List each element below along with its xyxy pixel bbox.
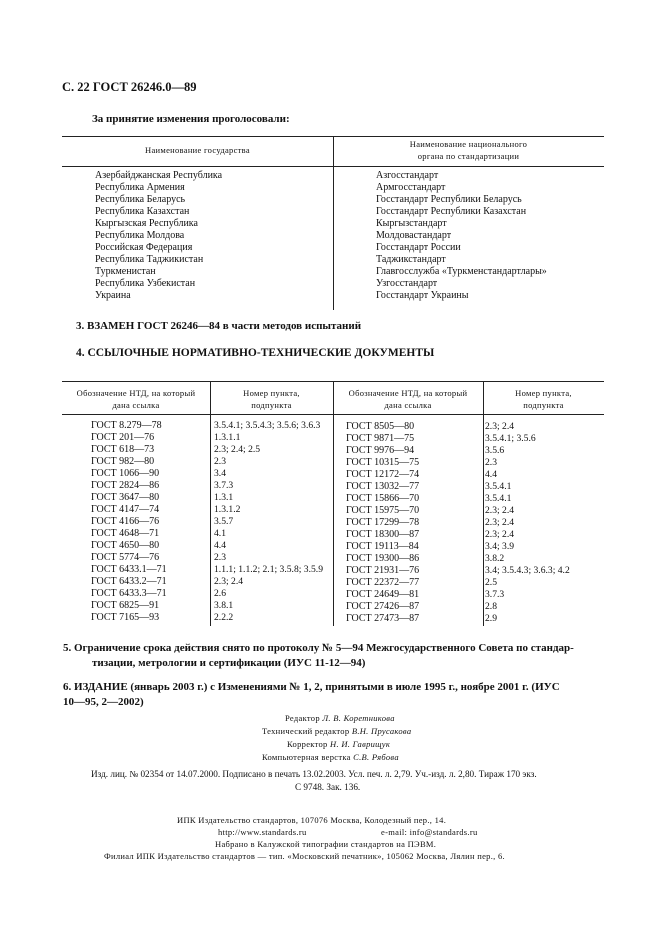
ref-doc-designation: ГОСТ 17299—78 xyxy=(346,517,420,528)
ref-doc-designation: ГОСТ 3647—80 xyxy=(91,492,160,503)
page-title: С. 22 ГОСТ 26246.0—89 xyxy=(62,80,197,94)
ref-doc-designation: ГОСТ 9976—94 xyxy=(346,445,415,456)
ref-item-number: 3.4 xyxy=(214,468,226,479)
publisher-line1: ИПК Издательство стандартов, 107076 Москва, Колодезный пер., 14. xyxy=(177,815,447,825)
voting-body-name: Госстандарт России xyxy=(376,242,461,253)
ref-doc-designation: ГОСТ 10315—75 xyxy=(346,457,420,468)
refs-left-doc-header xyxy=(62,387,210,411)
voting-body-name: Узгосстандарт xyxy=(376,278,438,289)
ref-item-number: 3.5.7 xyxy=(214,516,234,527)
ref-doc-designation: ГОСТ 13032—77 xyxy=(346,481,420,492)
ref-item-number: 2.6 xyxy=(214,588,226,599)
voting-state-name: Республика Молдова xyxy=(95,230,185,241)
voting-body-name: Азгосстандарт xyxy=(376,170,439,181)
ref-doc-designation: ГОСТ 4648—71 xyxy=(91,528,160,539)
ref-item-number: 2.3 xyxy=(214,552,226,563)
ref-item-number: 1.3.1 xyxy=(214,492,234,503)
refs-right-doc-header-line2: дана ссылка xyxy=(384,400,432,410)
credit-editor-name: Л. В. Коретникова xyxy=(322,713,395,723)
ref-item-number: 3.8.2 xyxy=(485,553,505,564)
ref-doc-designation: ГОСТ 6433.2—71 xyxy=(91,576,167,587)
credit-editor xyxy=(285,713,395,723)
ref-doc-designation: ГОСТ 27426—87 xyxy=(346,601,420,612)
ref-doc-designation: ГОСТ 5774—76 xyxy=(91,552,160,563)
section-5-line1: 5. Ограничение срока действия снято по протоколу № 5—94 Межгосударственного Совета по стандар- xyxy=(63,642,574,654)
voting-state-name: Азербайджанская Республика xyxy=(95,170,223,181)
section-3: 3. ВЗАМЕН ГОСТ 26246—84 в части методов испытаний xyxy=(76,320,362,332)
ref-doc-designation: ГОСТ 2824—86 xyxy=(91,480,160,491)
credit-corrector-name: Н. И. Гаврищук xyxy=(330,739,391,749)
ref-item-number: 2.3 xyxy=(214,456,226,467)
credit-layout xyxy=(262,752,399,762)
refs-right-item-header-line2: подпункта xyxy=(523,400,564,410)
voting-body-name: Молдовастандарт xyxy=(376,230,452,241)
refs-left-item-header xyxy=(210,387,333,411)
refs-right-doc-header xyxy=(333,387,483,411)
ref-item-number: 3.4; 3.5.4.3; 3.6.3; 4.2 xyxy=(485,565,570,576)
ref-item-number: 1.1.1; 1.1.2; 2.1; 3.5.8; 3.5.9 xyxy=(214,564,323,575)
publisher-line3: Набрано в Калужской типографии стандартов на ПЭВМ. xyxy=(215,839,437,849)
credit-corrector xyxy=(287,739,390,749)
ref-doc-designation: ГОСТ 201—76 xyxy=(91,432,155,443)
ref-doc-designation: ГОСТ 15975—70 xyxy=(346,505,420,516)
voting-body-name: Кыргызстандарт xyxy=(376,218,447,229)
ref-doc-designation: ГОСТ 4166—76 xyxy=(91,516,160,527)
section-6-line2: 10—95, 2—2002) xyxy=(63,696,144,708)
ref-doc-designation: ГОСТ 982—80 xyxy=(91,456,155,467)
ref-doc-designation: ГОСТ 6433.3—71 xyxy=(91,588,167,599)
credit-corrector-label: Корректор xyxy=(287,739,328,749)
voting-body-name: Главгосслужба «Туркменстандартлары» xyxy=(376,266,547,277)
ref-item-number: 3.5.4.1 xyxy=(485,481,512,492)
ref-doc-designation: ГОСТ 21931—76 xyxy=(346,565,420,576)
refs-right-docs-column xyxy=(346,421,419,625)
voting-state-name: Украина xyxy=(95,290,131,301)
section-6-line1: 6. ИЗДАНИЕ (январь 2003 г.) с Изменениями № 1, 2, принятыми в июле 1995 г., ноябре 2001 г. (ИУС xyxy=(63,681,560,693)
refs-right-item-header xyxy=(483,387,604,411)
refs-left-item-header-line2: подпункта xyxy=(251,400,292,410)
voting-state-name: Республика Беларусь xyxy=(95,194,186,205)
voting-table-divider xyxy=(333,136,334,310)
ref-doc-designation: ГОСТ 6433.1—71 xyxy=(91,564,167,575)
ref-item-number: 3.5.4.1 xyxy=(485,493,512,504)
ref-item-number: 2.5 xyxy=(485,577,497,588)
section-5-line2: тизации, метрологии и сертификации (ИУС 11-12—94) xyxy=(92,657,366,669)
ref-doc-designation: ГОСТ 4147—74 xyxy=(91,504,160,515)
ref-doc-designation: ГОСТ 24649—81 xyxy=(346,589,420,600)
voting-body-name: Госстандарт Украины xyxy=(376,290,469,301)
ref-item-number: 2.3; 2.4 xyxy=(485,529,515,540)
ref-doc-designation: ГОСТ 18300—87 xyxy=(346,529,420,540)
refs-left-items-column xyxy=(214,420,323,624)
ref-item-number: 3.5.4.1; 3.5.4.3; 3.5.6; 3.6.3 xyxy=(214,420,321,431)
credit-tech-name: В.Н. Прусакова xyxy=(351,726,412,736)
credit-layout-label: Компьютерная верстка xyxy=(262,752,351,762)
ref-item-number: 2.3; 2.4 xyxy=(485,505,515,516)
voting-state-name: Кыргызская Республика xyxy=(95,218,198,229)
credit-editor-label: Редактор xyxy=(285,713,320,723)
voting-col-state-header: Наименование государства xyxy=(145,145,250,155)
publisher-email: e-mail: info@standards.ru xyxy=(381,827,478,837)
ref-item-number: 3.5.6 xyxy=(485,445,505,456)
imprint-line1: Изд. лиц. № 02354 от 14.07.2000. Подписано в печать 13.02.2003. Усл. печ. л. 2,79. Уч.-изд. л. 2,80. Тираж 170 экз. xyxy=(91,769,537,779)
refs-left-item-header-line1: Номер пункта, xyxy=(243,388,300,398)
ref-doc-designation: ГОСТ 8.279—78 xyxy=(91,420,162,431)
ref-item-number: 4.4 xyxy=(485,469,497,480)
ref-item-number: 2.9 xyxy=(485,613,497,624)
ref-item-number: 3.7.3 xyxy=(485,589,505,600)
voting-state-name: Туркменистан xyxy=(95,266,156,277)
ref-item-number: 2.3; 2.4 xyxy=(485,421,515,432)
ref-doc-designation: ГОСТ 6825—91 xyxy=(91,600,160,611)
ref-doc-designation: ГОСТ 7165—93 xyxy=(91,612,160,623)
ref-doc-designation: ГОСТ 27473—87 xyxy=(346,613,420,624)
credit-tech-editor xyxy=(262,726,411,736)
ref-doc-designation: ГОСТ 15866—70 xyxy=(346,493,420,504)
publisher-line4: Филиал ИПК Издательство стандартов — тип. «Московский печатник», 105062 Москва, Лялин пер., 6. xyxy=(104,851,505,861)
ref-item-number: 2.2.2 xyxy=(214,612,234,623)
ref-doc-designation: ГОСТ 12172—74 xyxy=(346,469,420,480)
refs-table-header-rule xyxy=(62,414,604,415)
refs-right-items-column xyxy=(485,421,570,625)
ref-item-number: 4.4 xyxy=(214,540,226,551)
ref-item-number: 3.4; 3.9 xyxy=(485,541,515,552)
voting-col-body-header-line2: органа по стандартизации xyxy=(417,151,520,161)
refs-table-divider-1 xyxy=(210,381,211,626)
ref-item-number: 1.3.1.1 xyxy=(214,432,241,443)
ref-doc-designation: ГОСТ 9871—75 xyxy=(346,433,415,444)
refs-right-item-header-line1: Номер пункта, xyxy=(515,388,572,398)
voting-state-name: Российская Федерация xyxy=(95,242,193,253)
voting-state-name: Республика Армения xyxy=(95,182,185,193)
ref-item-number: 1.3.1.2 xyxy=(214,504,241,515)
ref-doc-designation: ГОСТ 4650—80 xyxy=(91,540,160,551)
imprint-line2: С 9748. Зак. 136. xyxy=(295,782,361,792)
voting-body-name: Госстандарт Республики Беларусь xyxy=(376,194,522,205)
voting-state-name: Республика Казахстан xyxy=(95,206,190,217)
ref-item-number: 2.3; 2.4 xyxy=(214,576,244,587)
voting-col-body-header xyxy=(333,138,604,162)
voting-intro: За принятие изменения проголосовали: xyxy=(92,113,290,125)
ref-doc-designation: ГОСТ 19300—86 xyxy=(346,553,420,564)
ref-doc-designation: ГОСТ 22372—77 xyxy=(346,577,420,588)
voting-body-name: Госстандарт Республики Казахстан xyxy=(376,206,527,217)
ref-doc-designation: ГОСТ 8505—80 xyxy=(346,421,415,432)
ref-item-number: 2.8 xyxy=(485,601,497,612)
refs-right-doc-header-line1: Обозначение НТД, на который xyxy=(348,388,468,398)
credit-tech-label: Технический редактор xyxy=(262,726,350,736)
publisher-url: http://www.standards.ru xyxy=(218,827,307,837)
ref-doc-designation: ГОСТ 19113—84 xyxy=(346,541,419,552)
ref-item-number: 3.8.1 xyxy=(214,600,234,611)
voting-col-body-header-line1: Наименование национального xyxy=(409,139,528,149)
refs-left-doc-header-line1: Обозначение НТД, на который xyxy=(76,388,196,398)
voting-table-header-rule xyxy=(62,166,604,167)
refs-left-docs-column xyxy=(91,420,167,624)
ref-doc-designation: ГОСТ 618—73 xyxy=(91,444,155,455)
voting-body-name: Таджикстандарт xyxy=(376,254,446,265)
refs-left-doc-header-line2: дана ссылка xyxy=(112,400,160,410)
voting-states-column xyxy=(95,170,222,302)
ref-item-number: 4.1 xyxy=(214,528,226,539)
refs-table-divider-2 xyxy=(333,381,334,626)
ref-item-number: 2.3; 2.4 xyxy=(485,517,515,528)
section-4: 4. ССЫЛОЧНЫЕ НОРМАТИВНО-ТЕХНИЧЕСКИЕ ДОКУМЕНТЫ xyxy=(76,347,435,359)
voting-state-name: Республика Таджикистан xyxy=(95,254,204,265)
voting-state-name: Республика Узбекистан xyxy=(95,278,196,289)
ref-item-number: 2.3 xyxy=(485,457,497,468)
ref-item-number: 2.3; 2.4; 2.5 xyxy=(214,444,261,455)
ref-item-number: 3.7.3 xyxy=(214,480,234,491)
credit-layout-name: С.В. Рябова xyxy=(353,752,399,762)
ref-doc-designation: ГОСТ 1066—90 xyxy=(91,468,160,479)
ref-item-number: 3.5.4.1; 3.5.6 xyxy=(485,433,536,444)
voting-body-name: Армгосстандарт xyxy=(376,182,446,193)
refs-table-divider-3 xyxy=(483,381,484,626)
voting-bodies-column xyxy=(376,170,547,302)
